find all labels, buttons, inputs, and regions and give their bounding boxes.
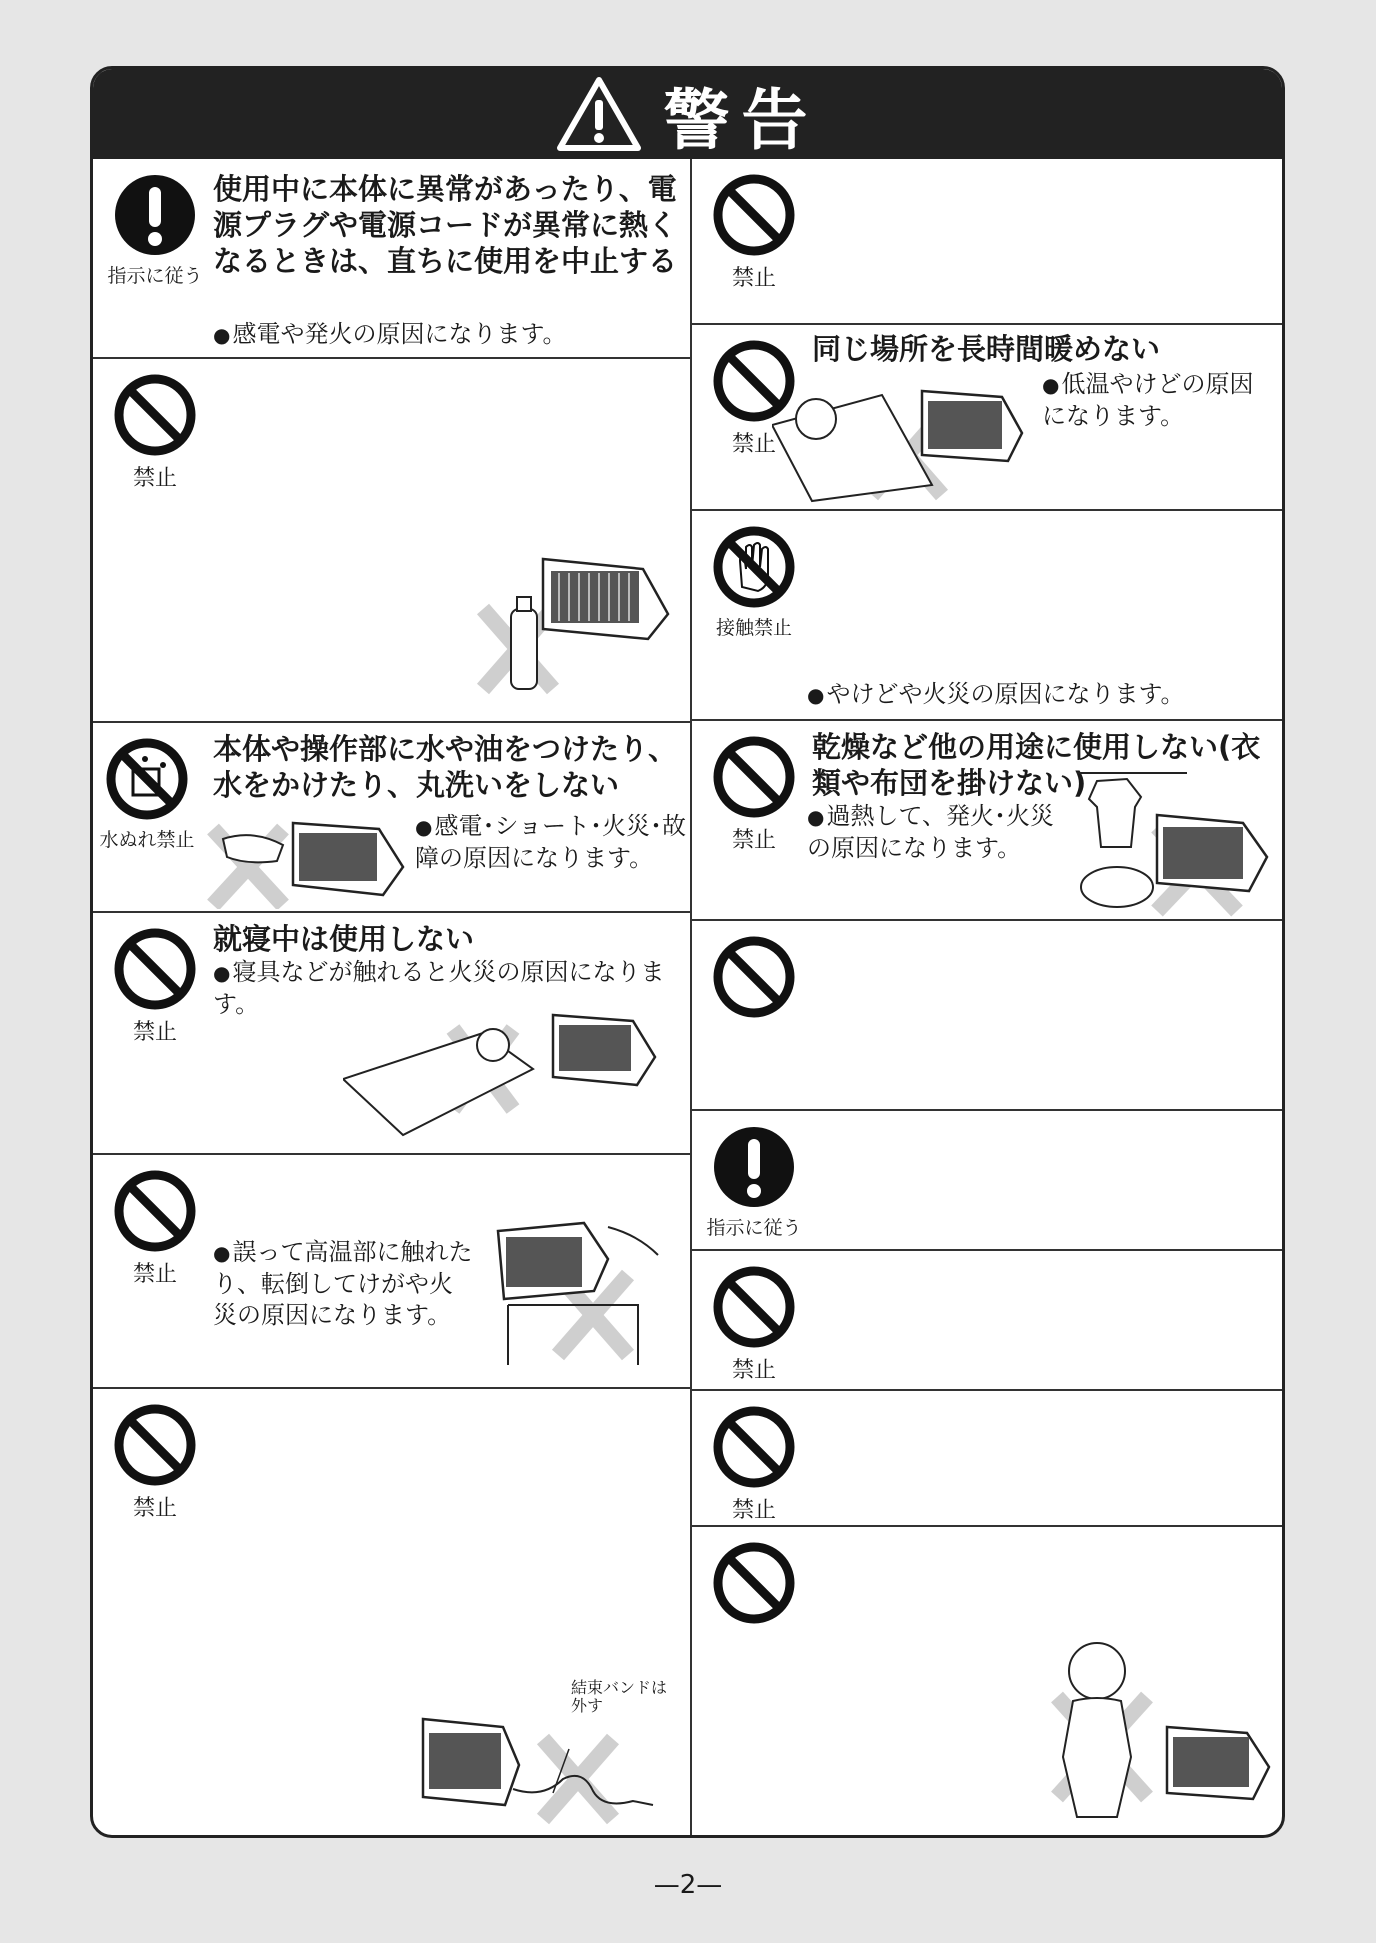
item-note: ●過熱して、発火･火災の原因になります。 <box>807 802 1054 862</box>
heater-wipe-illustration <box>203 809 413 909</box>
item-note: ●感電や発火の原因になります。 <box>213 320 567 348</box>
lying-person-heater-illustration <box>772 385 1042 505</box>
prohibition-symbol <box>706 1541 802 1625</box>
warning-item-children <box>692 1527 1282 1835</box>
prohibition-icon <box>712 1541 796 1625</box>
item-note: ●低温やけどの原因になります。 <box>1042 370 1254 430</box>
symbol-label: 水ぬれ禁止 <box>99 829 195 851</box>
warning-item-long-time <box>692 325 1282 511</box>
prohibition-symbol <box>706 1265 802 1384</box>
no-water-icon <box>105 737 189 821</box>
prohibition-icon <box>712 735 796 819</box>
exclamation-icon <box>113 173 197 257</box>
item-note: ●誤って高温部に触れたり、転倒してけがや火災の原因になります。 <box>213 1238 473 1329</box>
warning-item-r5 <box>692 921 1282 1111</box>
warning-item-cord <box>93 1389 690 1835</box>
item-heading: 乾燥など他の用途に使用しない(衣類や布団を掛けない) <box>812 730 1261 800</box>
symbol-label: 禁止 <box>731 828 776 853</box>
no-touch-symbol <box>706 525 802 640</box>
item-heading: 就寝中は使用しない <box>213 922 475 956</box>
prohibition-icon <box>712 1405 796 1489</box>
warning-item-sleeping <box>93 913 690 1155</box>
warning-item-spray <box>93 359 690 723</box>
prohibition-symbol <box>107 1169 203 1288</box>
banner-title: 警告 <box>663 81 820 159</box>
exclamation-icon <box>712 1125 796 1209</box>
prohibition-icon <box>113 373 197 457</box>
symbol-label: 禁止 <box>132 1496 177 1521</box>
warning-item-drying <box>692 721 1282 921</box>
warning-item-r7 <box>692 1251 1282 1391</box>
prohibition-icon <box>712 935 796 1019</box>
warning-banner <box>93 69 1282 159</box>
warning-item-water <box>93 723 690 913</box>
drying-clothes-illustration <box>1077 767 1277 917</box>
prohibition-icon <box>113 1403 197 1487</box>
prohibition-icon <box>113 927 197 1011</box>
cord-heater-illustration <box>393 1709 683 1829</box>
symbol-label: 禁止 <box>731 1358 776 1383</box>
prohibition-icon <box>113 1169 197 1253</box>
prohibition-icon <box>712 1265 796 1349</box>
warning-item-tip-over <box>93 1155 690 1389</box>
no-wet-symbol <box>99 737 195 852</box>
item-heading: 使用中に本体に異常があったり、電源プラグや電源コードが異常に熱くなるときは、直ちに使用を中止する <box>213 172 678 278</box>
cross-mark <box>543 1739 613 1819</box>
item-note: ●感電･ショート･火災･故障の原因になります。 <box>415 812 686 872</box>
item-note: ●寝具などが触れると火災の原因になります。 <box>213 958 665 1018</box>
symbol-label: 禁止 <box>132 466 177 491</box>
item-heading: 本体や操作部に水や油をつけたり、水をかけたり、丸洗いをしない <box>213 732 678 802</box>
right-column <box>692 159 1282 1835</box>
warning-item-r6 <box>692 1111 1282 1251</box>
item-note: ●やけどや火災の原因になります。 <box>807 680 1185 708</box>
prohibition-symbol <box>706 173 802 292</box>
mandatory-symbol <box>107 173 203 288</box>
symbol-label: 禁止 <box>132 1262 177 1287</box>
warning-page <box>90 66 1285 1838</box>
heater-spray-illustration <box>473 549 673 699</box>
symbol-label: 指示に従う <box>706 1217 802 1239</box>
page-number: —2— <box>653 1870 723 1900</box>
warning-item-r1 <box>692 159 1282 325</box>
warning-item-no-touch <box>692 511 1282 721</box>
symbol-label: 接触禁止 <box>715 617 792 639</box>
hand-prohibition-icon <box>712 525 796 609</box>
warning-item-abnormal-stop <box>93 159 690 359</box>
prohibition-symbol <box>706 735 802 854</box>
symbol-label: 禁止 <box>731 266 776 291</box>
symbol-label: 禁止 <box>132 1020 177 1045</box>
symbol-label: 禁止 <box>731 1498 776 1523</box>
left-column <box>93 159 692 1835</box>
prohibition-symbol <box>107 373 203 492</box>
mandatory-symbol <box>706 1125 802 1240</box>
band-label: 結束バンドは外す <box>571 1678 668 1715</box>
sleeping-heater-illustration <box>343 1009 663 1145</box>
prohibition-symbol <box>107 1403 203 1522</box>
item-heading: 同じ場所を長時間暖めない <box>812 332 1161 366</box>
symbol-label: 指示に従う <box>107 265 203 287</box>
symbol-label: 禁止 <box>731 432 776 457</box>
warning-triangle-icon <box>556 76 642 152</box>
prohibition-icon <box>712 173 796 257</box>
warning-item-r8 <box>692 1391 1282 1527</box>
prohibition-symbol <box>706 935 802 1019</box>
tipping-heater-illustration <box>488 1215 678 1375</box>
prohibition-symbol <box>706 1405 802 1524</box>
child-heater-illustration <box>1037 1637 1277 1827</box>
prohibition-symbol <box>107 927 203 1046</box>
